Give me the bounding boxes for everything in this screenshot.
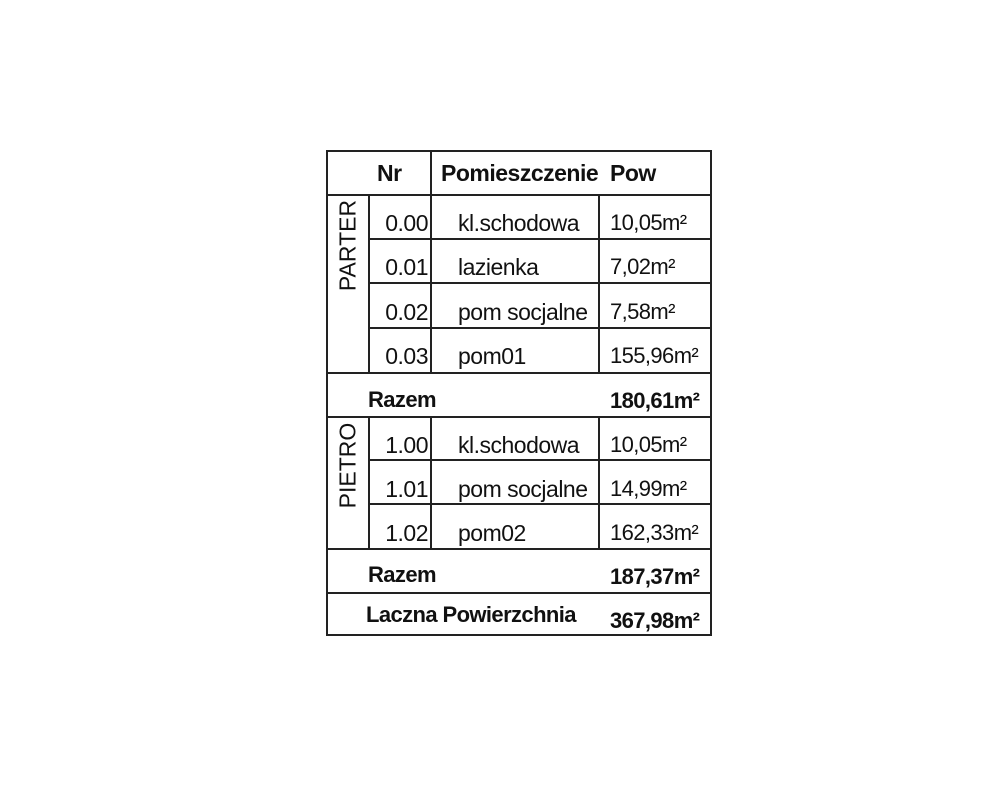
row-room: pom socjalne (458, 476, 588, 502)
row-divider (368, 238, 710, 240)
row-area: 162,33m² (610, 520, 699, 545)
subtotal-label: Razem (368, 387, 436, 412)
row-area: 14,99m² (610, 476, 687, 501)
row-room: lazienka (458, 254, 539, 280)
column-divider (430, 152, 432, 194)
row-divider (368, 282, 710, 284)
row-nr: 1.00 (385, 432, 428, 458)
row-divider (368, 327, 710, 329)
header-divider (328, 194, 710, 196)
row-nr: 0.02 (385, 299, 428, 325)
column-divider (368, 416, 370, 548)
row-nr: 1.01 (385, 476, 428, 502)
row-room: pom01 (458, 343, 526, 369)
row-room: kl.schodowa (458, 432, 580, 458)
row-nr: 0.03 (385, 343, 428, 369)
column-divider (430, 416, 432, 548)
row-divider (368, 503, 710, 505)
subtotal-divider (328, 416, 710, 418)
row-area: 10,05m² (610, 432, 687, 457)
row-divider (368, 459, 710, 461)
subtotal-divider (328, 548, 710, 550)
subtotal-divider (328, 372, 710, 374)
subtotal-label: Razem (368, 562, 436, 587)
group-label-parter: PARTER (334, 199, 361, 292)
total-label: Laczna Powierzchnia (366, 602, 576, 627)
header-room: Pomieszczenie (441, 160, 599, 186)
subtotal-value: 180,61m² (610, 388, 700, 413)
row-nr: 0.01 (385, 254, 428, 280)
group-label-pietro: PIETRO (334, 422, 361, 509)
column-divider (598, 194, 600, 372)
row-nr: 0.00 (385, 210, 428, 236)
row-room: pom socjalne (458, 299, 588, 325)
row-area: 7,58m² (610, 299, 675, 324)
row-room: kl.schodowa (458, 210, 580, 236)
row-nr: 1.02 (385, 520, 428, 546)
header-area: Pow (610, 160, 656, 186)
total-value: 367,98m² (610, 608, 700, 633)
room-area-table (326, 150, 712, 636)
subtotal-value: 187,37m² (610, 564, 700, 589)
column-divider (368, 194, 370, 372)
header-nr: Nr (377, 160, 402, 186)
column-divider (598, 416, 600, 548)
row-room: pom02 (458, 520, 526, 546)
column-divider (430, 194, 432, 372)
row-area: 155,96m² (610, 343, 699, 368)
total-divider (328, 592, 710, 594)
row-area: 10,05m² (610, 210, 687, 235)
row-area: 7,02m² (610, 254, 675, 279)
